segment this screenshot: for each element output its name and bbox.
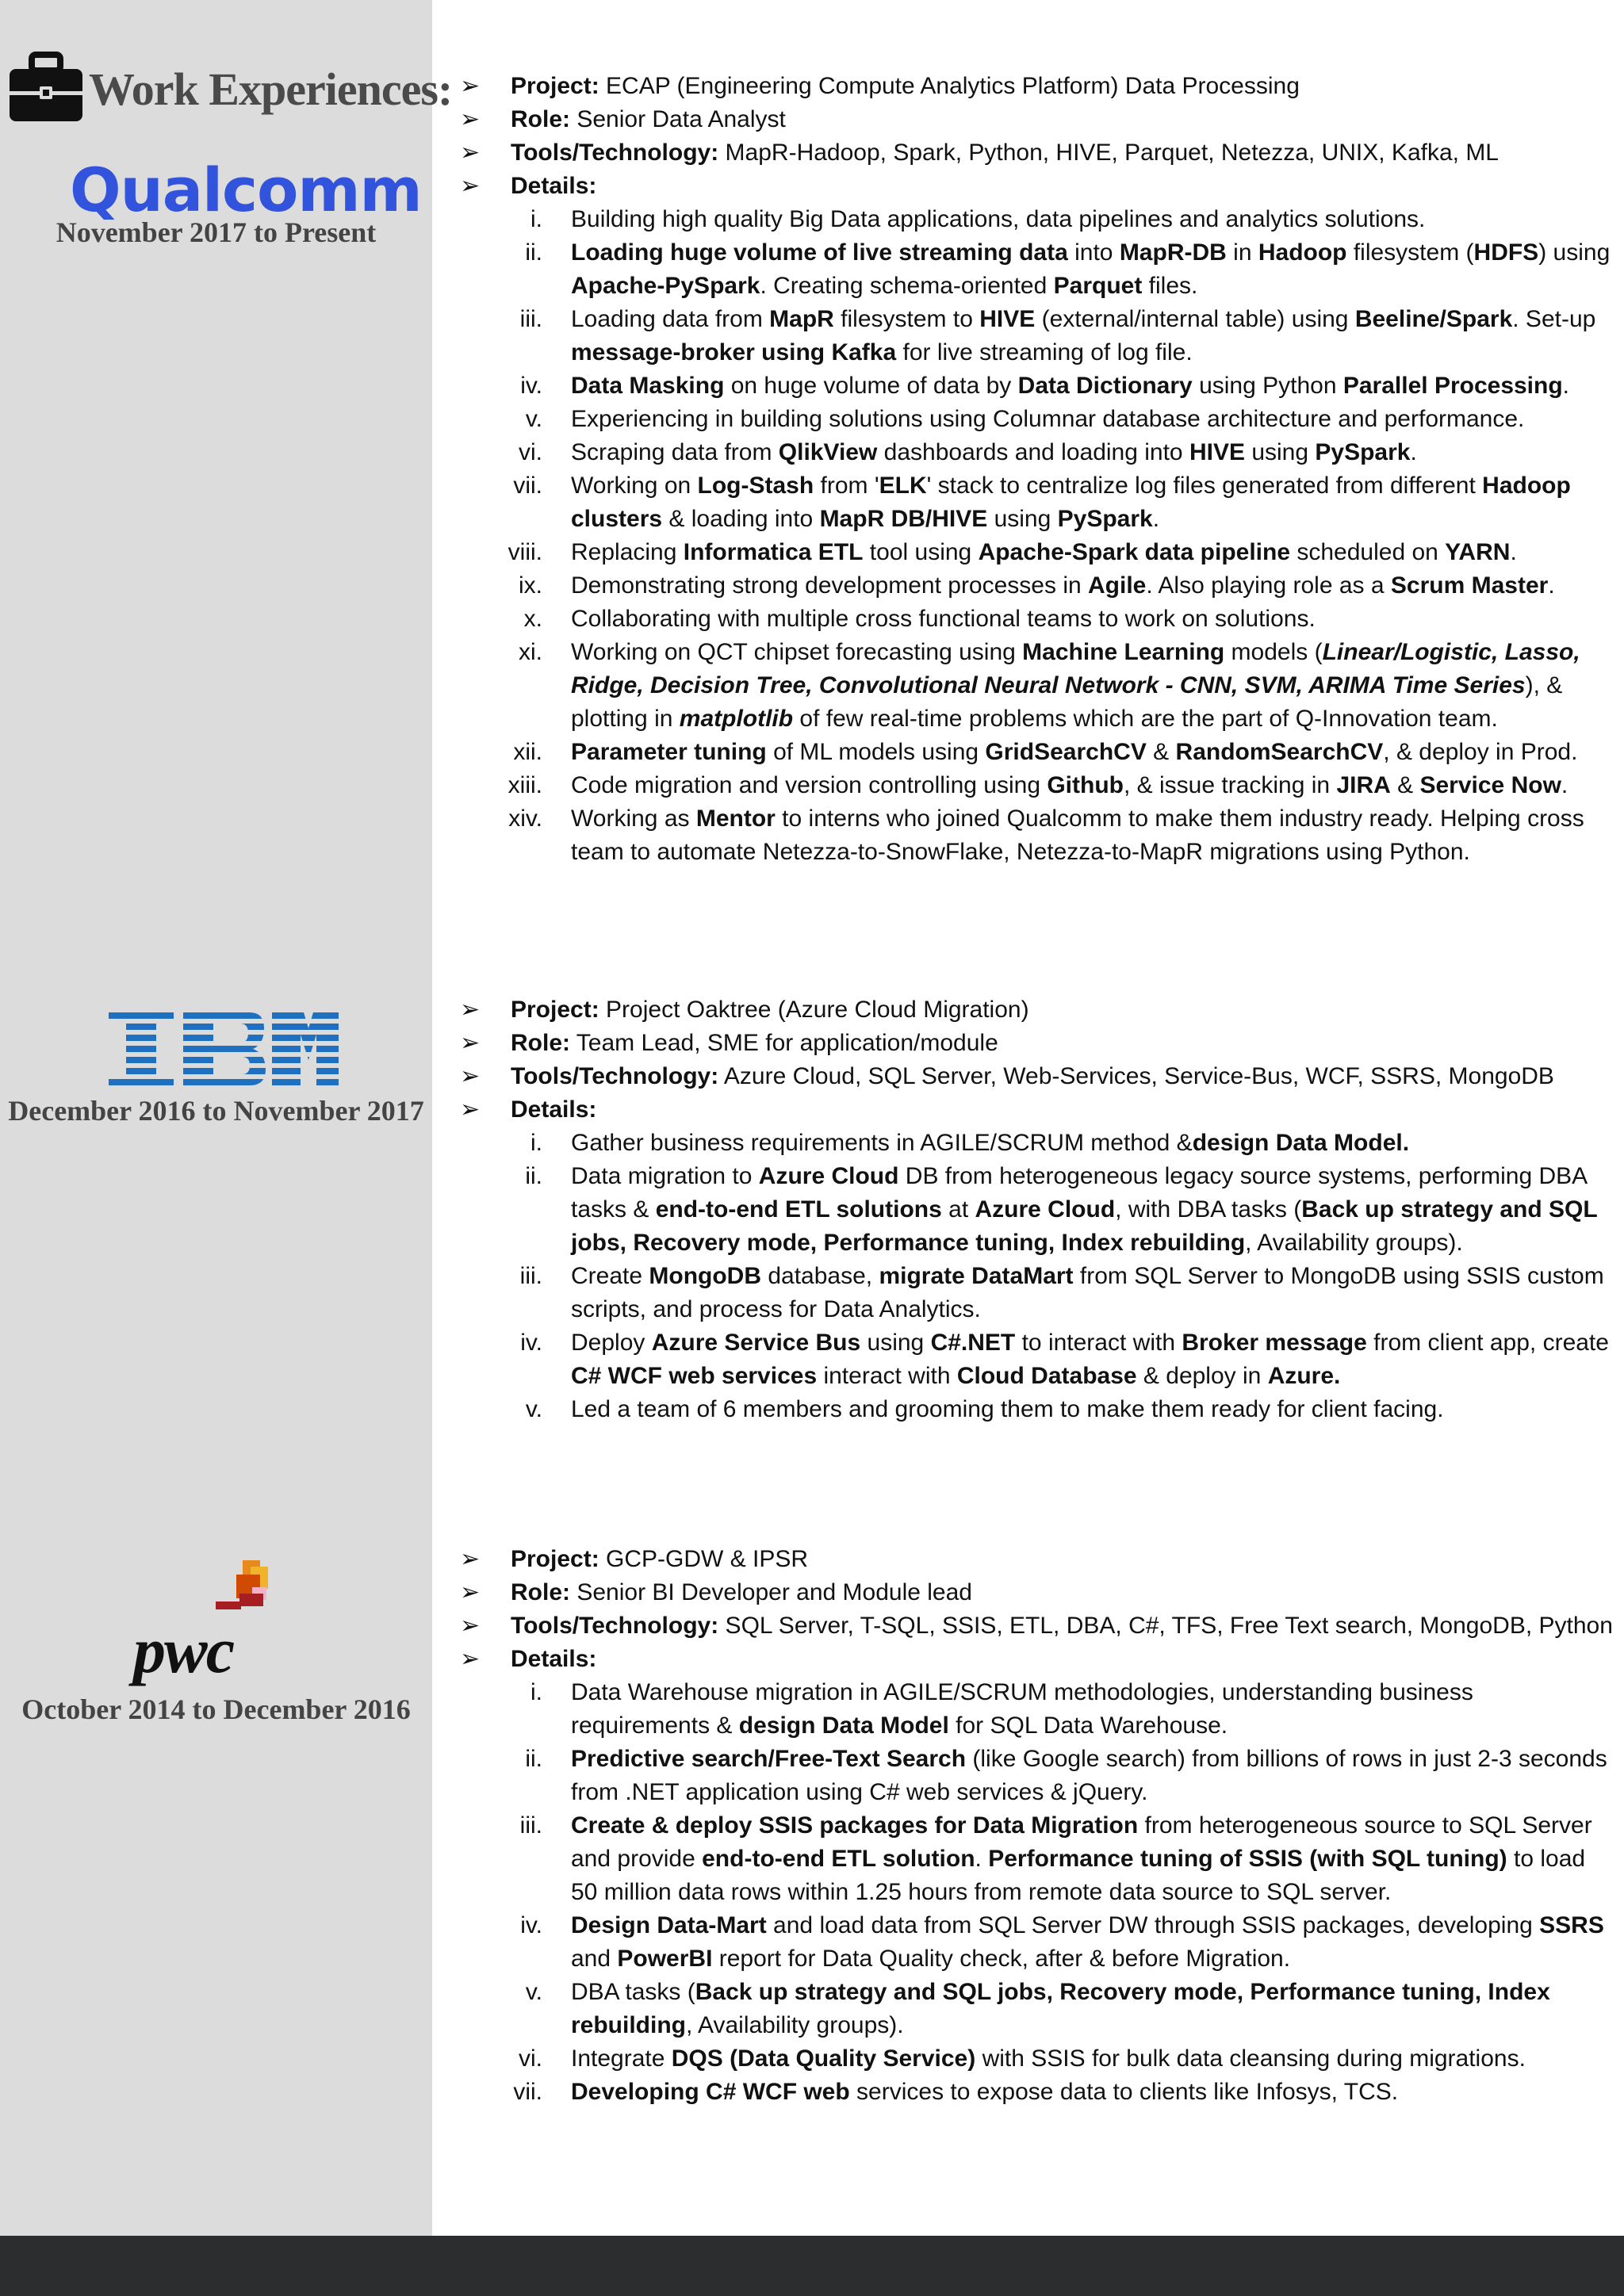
- detail-fragment: using Python: [1192, 373, 1343, 399]
- detail-fragment: files.: [1142, 273, 1198, 299]
- details-row: [460, 170, 1618, 203]
- detail-fragment: PowerBI: [617, 1946, 713, 1972]
- detail-item: [460, 2076, 1618, 2109]
- detail-fragment: using: [987, 506, 1058, 532]
- detail-fragment: design Data Model: [738, 1712, 949, 1739]
- tools-row: [460, 1060, 1618, 1093]
- detail-item: [460, 802, 1618, 869]
- detail-number: xi.: [519, 639, 542, 665]
- detail-fragment: Developing C# WCF web: [571, 2079, 850, 2105]
- detail-fragment: , & issue tracking in: [1123, 772, 1337, 798]
- detail-item: [460, 1909, 1618, 1976]
- arrow-bullet-icon: ➢: [460, 73, 481, 99]
- detail-fragment: PySpark: [1315, 439, 1411, 465]
- detail-fragment: Parameter tuning: [571, 739, 767, 765]
- detail-fragment: Create: [571, 1263, 649, 1289]
- detail-fragment: end-to-end ETL solutions: [655, 1196, 942, 1223]
- arrow-bullet-icon: ➢: [460, 1546, 481, 1572]
- detail-text: [571, 236, 1618, 303]
- detail-text: [571, 1127, 1618, 1160]
- detail-number: xiii.: [508, 772, 542, 798]
- tools-row: [460, 1609, 1618, 1643]
- detail-fragment: Hadoop: [1258, 239, 1347, 266]
- detail-text: [571, 1909, 1618, 1976]
- detail-fragment: Broker message: [1182, 1330, 1367, 1356]
- details-row: [460, 1093, 1618, 1127]
- detail-fragment: Machine Learning: [1022, 639, 1225, 665]
- detail-fragment: HDFS: [1473, 239, 1539, 266]
- detail-fragment: and load data from SQL Server DW through SSIS packages, developing: [766, 1912, 1540, 1938]
- detail-fragment: MapR DB/HIVE: [819, 506, 988, 532]
- detail-item: [460, 1393, 1618, 1426]
- detail-fragment: ), & plotting in: [571, 672, 1563, 732]
- detail-fragment: Replacing: [571, 539, 684, 565]
- detail-text: [571, 1393, 1618, 1426]
- detail-fragment: from client app, create: [1366, 1330, 1609, 1356]
- detail-fragment: using: [1244, 439, 1316, 465]
- details-label: Details:: [511, 1646, 597, 1672]
- detail-text: [571, 536, 1618, 569]
- detail-fragment: Loading huge volume of live streaming data: [571, 239, 1068, 266]
- detail-number: ii.: [525, 239, 542, 266]
- detail-item: [460, 1127, 1618, 1160]
- detail-number: v.: [525, 406, 542, 432]
- detail-fragment: Github: [1047, 772, 1124, 798]
- details-row: [460, 1643, 1618, 1676]
- detail-fragment: ' stack to centralize log files generated from different: [926, 473, 1483, 499]
- detail-number: xiv.: [508, 806, 542, 832]
- detail-fragment: Azure Service Bus: [651, 1330, 861, 1356]
- detail-item: [460, 369, 1618, 403]
- role-row: [460, 1027, 1618, 1060]
- detail-fragment: Azure.: [1267, 1363, 1341, 1389]
- detail-fragment: &: [1390, 772, 1420, 798]
- detail-fragment: QlikView: [778, 439, 878, 465]
- detail-fragment: Scrum Master: [1390, 572, 1549, 599]
- detail-fragment: services to expose data to clients like Infosys, TCS.: [849, 2079, 1399, 2105]
- detail-fragment: (external/internal table) using: [1035, 306, 1355, 332]
- detail-fragment: .: [1561, 772, 1568, 798]
- tools-value: SQL Server, T-SQL, SSIS, ETL, DBA, C#, TFS, Free Text search, MongoDB, Python: [718, 1613, 1613, 1639]
- detail-fragment: matplotlib: [679, 706, 794, 732]
- detail-fragment: ) using: [1538, 239, 1611, 266]
- detail-item: [460, 1260, 1618, 1326]
- detail-number: vii.: [513, 473, 542, 499]
- detail-number: ii.: [525, 1163, 542, 1189]
- detail-fragment: (like Google search) from billions of rows in just 2-3 seconds from .NET application using C# web services & jQuery.: [571, 1746, 1607, 1805]
- project-value: Project Oaktree (Azure Cloud Migration): [599, 997, 1029, 1023]
- detail-fragment: .: [1152, 506, 1160, 532]
- detail-fragment: MapR: [769, 306, 834, 332]
- tools-label: Tools/Technology:: [511, 140, 719, 166]
- detail-fragment: Apache-PySpark: [571, 273, 760, 299]
- detail-text: [571, 469, 1618, 536]
- detail-text: [571, 303, 1618, 369]
- project-row: [460, 1543, 1618, 1576]
- detail-item: [460, 603, 1618, 636]
- detail-fragment: at: [941, 1196, 975, 1223]
- tools-text: [511, 1609, 1618, 1643]
- detail-fragment: report for Data Quality check, after & before Migration.: [712, 1946, 1291, 1972]
- details-text: [511, 1093, 1618, 1127]
- detail-text: [571, 203, 1618, 236]
- ibm-dates: December 2016 to November 2017: [8, 1095, 424, 1127]
- detail-fragment: Demonstrating strong development processes in: [571, 572, 1089, 599]
- tools-value: MapR-Hadoop, Spark, Python, HIVE, Parquet, Netezza, UNIX, Kafka, ML: [718, 140, 1499, 166]
- detail-item: [460, 203, 1618, 236]
- detail-text: [571, 369, 1618, 403]
- project-label: Project:: [511, 73, 599, 99]
- detail-fragment: HIVE: [1189, 439, 1245, 465]
- ibm-logo: [109, 1012, 339, 1093]
- detail-fragment: ELK: [879, 473, 927, 499]
- detail-fragment: Hadoop clusters: [571, 473, 1571, 532]
- arrow-bullet-icon: ➢: [460, 1613, 481, 1639]
- detail-fragment: HIVE: [979, 306, 1036, 332]
- details-text: [511, 170, 1618, 203]
- detail-fragment: , Availability groups).: [686, 2012, 904, 2038]
- section-heading: [8, 49, 452, 128]
- detail-fragment: Data Dictionary: [1017, 373, 1193, 399]
- detail-fragment: DBA tasks (: [571, 1979, 695, 2005]
- detail-fragment: & deploy in: [1136, 1363, 1268, 1389]
- detail-fragment: Apache-Spark data pipeline: [978, 539, 1291, 565]
- detail-fragment: RandomSearchCV: [1175, 739, 1384, 765]
- detail-fragment: message-broker using Kafka: [571, 339, 897, 365]
- detail-fragment: in: [1226, 239, 1258, 266]
- role-value: Senior Data Analyst: [570, 106, 786, 132]
- detail-text: [571, 769, 1618, 802]
- detail-text: [571, 2042, 1618, 2076]
- detail-number: vi.: [519, 2045, 542, 2072]
- detail-fragment: YARN: [1445, 539, 1511, 565]
- detail-fragment: Working as: [571, 806, 696, 832]
- detail-fragment: Back up strategy and SQL jobs, Recovery mode, Performance tuning, Index rebuilding: [571, 1979, 1550, 2038]
- detail-number: i.: [530, 1130, 542, 1156]
- job-qualcomm: [460, 70, 1618, 869]
- job-ibm: [460, 993, 1618, 1426]
- detail-fragment: Predictive search/Free-Text Search: [571, 1746, 967, 1772]
- tools-label: Tools/Technology:: [511, 1063, 719, 1089]
- detail-item: [460, 1743, 1618, 1809]
- detail-fragment: PySpark: [1057, 506, 1153, 532]
- arrow-bullet-icon: ➢: [460, 1646, 481, 1672]
- project-label: Project:: [511, 1546, 599, 1572]
- detail-fragment: Linear/Logistic, Lasso, Ridge, Decision Tree, Convolutional Neural Network - CNN, SVM, ARIMA Time Series: [571, 639, 1580, 698]
- detail-fragment: for SQL Data Warehouse.: [948, 1712, 1228, 1739]
- detail-number: xii.: [513, 739, 542, 765]
- role-text: [511, 103, 1618, 136]
- arrow-bullet-icon: ➢: [460, 1096, 481, 1123]
- detail-number: vii.: [513, 2079, 542, 2105]
- detail-fragment: models (: [1224, 639, 1323, 665]
- detail-fragment: Code migration and version controlling using: [571, 772, 1048, 798]
- details-text: [511, 1643, 1618, 1676]
- detail-fragment: filesystem to: [833, 306, 980, 332]
- detail-fragment: to interact with: [1015, 1330, 1182, 1356]
- arrow-bullet-icon: ➢: [460, 173, 481, 199]
- detail-fragment: Led a team of 6 members and grooming them to make them ready for client facing.: [571, 1396, 1444, 1422]
- detail-fragment: MongoDB: [649, 1263, 762, 1289]
- detail-fragment: for live streaming of log file.: [896, 339, 1193, 365]
- role-label: Role:: [511, 106, 570, 132]
- qualcomm-logo: Qualcomm: [70, 155, 422, 225]
- arrow-bullet-icon: ➢: [460, 140, 481, 166]
- role-value: Team Lead, SME for application/module: [570, 1030, 998, 1056]
- detail-item: [460, 303, 1618, 369]
- tools-label: Tools/Technology:: [511, 1613, 719, 1639]
- tools-value: Azure Cloud, SQL Server, Web-Services, Service-Bus, WCF, SSRS, MongoDB: [718, 1063, 1554, 1089]
- project-value: GCP-GDW & IPSR: [599, 1546, 809, 1572]
- detail-fragment: tool using: [863, 539, 979, 565]
- detail-fragment: Deploy: [571, 1330, 652, 1356]
- detail-text: [571, 603, 1618, 636]
- detail-fragment: Gather business requirements in AGILE/SCRUM method &: [571, 1130, 1193, 1156]
- project-row: [460, 993, 1618, 1027]
- detail-fragment: . Creating schema-oriented: [760, 273, 1054, 299]
- detail-fragment: &: [1146, 739, 1176, 765]
- detail-fragment: Data migration to: [571, 1163, 759, 1189]
- detail-fragment: Service Now: [1419, 772, 1561, 798]
- arrow-bullet-icon: ➢: [460, 106, 481, 132]
- detail-number: iii.: [519, 1812, 542, 1839]
- detail-fragment: of ML models using: [766, 739, 986, 765]
- detail-fragment: and: [571, 1946, 618, 1972]
- detail-fragment: C# WCF web services: [571, 1363, 818, 1389]
- detail-fragment: Loading data from: [571, 306, 770, 332]
- detail-fragment: Log-Stash: [697, 473, 814, 499]
- detail-fragment: Azure Cloud: [758, 1163, 899, 1189]
- detail-fragment: from heterogeneous source to SQL Server and provide: [571, 1812, 1592, 1872]
- qualcomm-dates: November 2017 to Present: [56, 216, 377, 248]
- detail-text: [571, 1676, 1618, 1743]
- detail-fragment: Mentor: [695, 806, 776, 832]
- detail-fragment: JIRA: [1336, 772, 1391, 798]
- detail-fragment: .: [1510, 539, 1517, 565]
- arrow-bullet-icon: ➢: [460, 1063, 481, 1089]
- role-row: [460, 103, 1618, 136]
- project-label: Project:: [511, 997, 599, 1023]
- detail-fragment: .: [1548, 572, 1555, 599]
- detail-number: ix.: [519, 572, 542, 599]
- section-title: Work Experiences:: [89, 63, 453, 115]
- detail-number: x.: [523, 606, 542, 632]
- detail-fragment: Back up strategy and SQL jobs, Recovery mode, Performance tuning, Index rebuilding: [571, 1196, 1598, 1256]
- detail-fragment: Cloud Database: [956, 1363, 1137, 1389]
- arrow-bullet-icon: ➢: [460, 997, 481, 1023]
- detail-fragment: Working on: [571, 473, 698, 499]
- detail-fragment: Azure Cloud: [975, 1196, 1116, 1223]
- detail-fragment: end-to-end ETL solution: [702, 1846, 975, 1872]
- detail-item: [460, 469, 1618, 536]
- arrow-bullet-icon: ➢: [460, 1030, 481, 1056]
- detail-fragment: & loading into: [662, 506, 820, 532]
- tools-text: [511, 136, 1618, 170]
- detail-item: [460, 2042, 1618, 2076]
- pwc-logo: pwc: [133, 1614, 234, 1686]
- detail-number: i.: [530, 1679, 542, 1705]
- detail-fragment: DQS (Data Quality Service): [671, 2045, 976, 2072]
- briefcase-icon: [8, 52, 84, 127]
- detail-fragment: to interns who joined Qualcomm to make them industry ready. Helping cross team to automate Netezza-to-SnowFlake, Netezza-to-MapR migrations using Python.: [571, 806, 1584, 865]
- project-text: [511, 1543, 1618, 1576]
- detail-number: iv.: [520, 1330, 542, 1356]
- detail-text: [571, 1160, 1618, 1260]
- detail-fragment: . Also playing role as a: [1146, 572, 1391, 599]
- detail-fragment: Informatica ETL: [683, 539, 864, 565]
- detail-fragment: MapR-DB: [1119, 239, 1227, 266]
- detail-fragment: .: [975, 1846, 989, 1872]
- detail-text: [571, 1809, 1618, 1909]
- detail-fragment: dashboards and loading into: [877, 439, 1189, 465]
- detail-number: iv.: [520, 373, 542, 399]
- project-value: ECAP (Engineering Compute Analytics Platform) Data Processing: [599, 73, 1300, 99]
- role-label: Role:: [511, 1579, 570, 1605]
- role-value: Senior BI Developer and Module lead: [570, 1579, 972, 1605]
- detail-fragment: Agile: [1088, 572, 1147, 599]
- detail-item: [460, 569, 1618, 603]
- detail-item: [460, 403, 1618, 436]
- detail-text: [571, 569, 1618, 603]
- detail-fragment: Performance tuning of SSIS (with SQL tuning): [988, 1846, 1507, 1872]
- detail-number: iii.: [519, 1263, 542, 1289]
- detail-fragment: Parquet: [1053, 273, 1143, 299]
- detail-fragment: Data Warehouse migration in AGILE/SCRUM methodologies, understanding business requirements &: [571, 1679, 1473, 1739]
- detail-fragment: , & deploy in Prod.: [1383, 739, 1578, 765]
- detail-item: [460, 536, 1618, 569]
- detail-text: [571, 2076, 1618, 2109]
- project-text: [511, 993, 1618, 1027]
- detail-fragment: , with DBA tasks (: [1115, 1196, 1302, 1223]
- detail-fragment: Design Data-Mart: [571, 1912, 767, 1938]
- tools-row: [460, 136, 1618, 170]
- detail-fragment: into: [1067, 239, 1120, 266]
- detail-text: [571, 1260, 1618, 1326]
- footer-bar: [0, 2236, 1624, 2296]
- detail-item: [460, 736, 1618, 769]
- detail-number: viii.: [508, 539, 542, 565]
- detail-number: iv.: [520, 1912, 542, 1938]
- detail-item: [460, 1326, 1618, 1393]
- detail-fragment: filesystem (: [1346, 239, 1474, 266]
- detail-fragment: to load 50 million data rows within 1.25 hours from remote data source to SQL server.: [571, 1846, 1586, 1905]
- detail-fragment: from SQL Server to MongoDB using SSIS custom scripts, and process for Data Analytics.: [571, 1263, 1604, 1322]
- detail-fragment: Experiencing in building solutions using Columnar database architecture and performance.: [571, 406, 1525, 432]
- detail-fragment: SSRS: [1539, 1912, 1604, 1938]
- detail-fragment: migrate DataMart: [879, 1263, 1074, 1289]
- detail-fragment: on huge volume of data by: [724, 373, 1018, 399]
- detail-fragment: design Data Model.: [1192, 1130, 1410, 1156]
- detail-item: [460, 1976, 1618, 2042]
- detail-text: [571, 403, 1618, 436]
- detail-item: [460, 1809, 1618, 1909]
- detail-number: v.: [525, 1979, 542, 2005]
- detail-text: [571, 436, 1618, 469]
- details-label: Details:: [511, 173, 597, 199]
- detail-fragment: , Availability groups).: [1245, 1230, 1463, 1256]
- role-label: Role:: [511, 1030, 570, 1056]
- detail-number: ii.: [525, 1746, 542, 1772]
- detail-item: [460, 636, 1618, 736]
- arrow-bullet-icon: ➢: [460, 1579, 481, 1605]
- detail-fragment: .: [1410, 439, 1417, 465]
- detail-item: [460, 436, 1618, 469]
- detail-fragment: Building high quality Big Data applications, data pipelines and analytics solutions.: [571, 206, 1426, 232]
- detail-text: [571, 1743, 1618, 1809]
- detail-text: [571, 802, 1618, 869]
- detail-number: iii.: [519, 306, 542, 332]
- detail-fragment: from ': [814, 473, 879, 499]
- detail-number: vi.: [519, 439, 542, 465]
- detail-fragment: Working on QCT chipset forecasting using: [571, 639, 1023, 665]
- detail-fragment: Beeline/Spark: [1354, 306, 1513, 332]
- detail-number: i.: [530, 206, 542, 232]
- details-label: Details:: [511, 1096, 597, 1123]
- detail-fragment: Parallel Processing: [1342, 373, 1563, 399]
- pwc-dates: October 2014 to December 2016: [21, 1693, 411, 1725]
- role-text: [511, 1576, 1618, 1609]
- project-text: [511, 70, 1618, 103]
- detail-fragment: database,: [761, 1263, 879, 1289]
- job-pwc: [460, 1543, 1618, 2109]
- detail-item: [460, 769, 1618, 802]
- detail-fragment: Scraping data from: [571, 439, 779, 465]
- detail-fragment: Create & deploy SSIS packages for Data Migration: [571, 1812, 1139, 1839]
- detail-text: [571, 1326, 1618, 1393]
- detail-text: [571, 1976, 1618, 2042]
- role-row: [460, 1576, 1618, 1609]
- detail-item: [460, 236, 1618, 303]
- detail-fragment: Data Masking: [571, 373, 725, 399]
- detail-fragment: Integrate: [571, 2045, 672, 2072]
- detail-text: [571, 636, 1618, 736]
- detail-text: [571, 736, 1618, 769]
- detail-fragment: DB from heterogeneous legacy source systems, performing DBA tasks &: [571, 1163, 1587, 1223]
- detail-fragment: with SSIS for bulk data cleansing during migrations.: [975, 2045, 1526, 2072]
- project-row: [460, 70, 1618, 103]
- detail-fragment: Collaborating with multiple cross functional teams to work on solutions.: [571, 606, 1316, 632]
- detail-fragment: of few real-time problems which are the part of Q-Innovation team.: [793, 706, 1498, 732]
- tools-text: [511, 1060, 1618, 1093]
- detail-item: [460, 1676, 1618, 1743]
- detail-item: [460, 1160, 1618, 1260]
- detail-fragment: interact with: [817, 1363, 957, 1389]
- detail-fragment: using: [860, 1330, 931, 1356]
- detail-fragment: C#.NET: [930, 1330, 1016, 1356]
- detail-number: v.: [525, 1396, 542, 1422]
- detail-fragment: . Set-up: [1512, 306, 1596, 332]
- detail-fragment: .: [1562, 373, 1570, 399]
- role-text: [511, 1027, 1618, 1060]
- detail-fragment: scheduled on: [1290, 539, 1446, 565]
- detail-fragment: GridSearchCV: [985, 739, 1147, 765]
